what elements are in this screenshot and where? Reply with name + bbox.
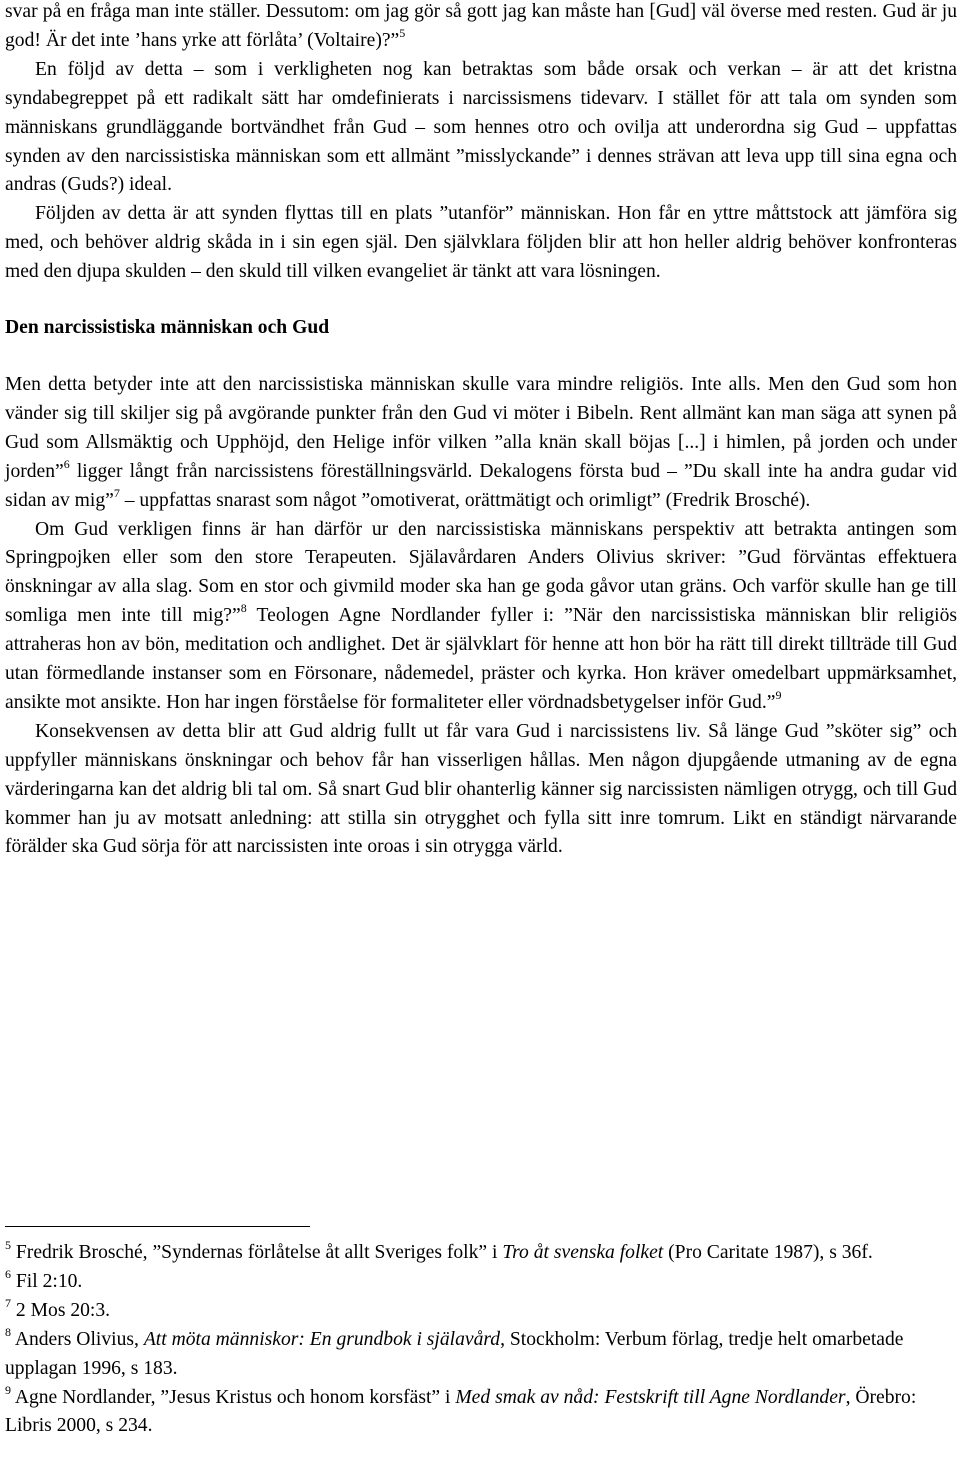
footnote-text: (Pro Caritate 1987), s 36f. [663, 1242, 873, 1263]
footnote-ref-6[interactable]: 6 [63, 456, 70, 471]
footnote-title: Att möta människor: En grundbok i själavård [143, 1328, 501, 1350]
footnote-number: 9 [5, 1382, 11, 1397]
footnote-7 [5, 1297, 957, 1326]
paragraph-text: Teologen Agne Nordlander fyller i: ”När den narcissistiska människan blir religiös attraheras hon av bön, meditation och andlighet. Det är självklart för henne att hon bör ha rätt till direkt tillträde till Gud utan förmedlande instanser som en Försonare, nådemedel, präster och kyrka. Hon kräver omedelbart uppmärksamhet, ansikte mot ansikte. Hon har ingen förståelse för formaliteter eller vördnadsbetygelser inför Gud.” [5, 605, 957, 713]
paragraph-6: Konsekvensen av detta blir att Gud aldrig fullt ut får vara Gud i narcissistens liv. Så länge Gud ”sköter sig” och uppfyller människans önskningar och behov får han visserligen hållas. Men någon djupgående utmaning av de egna värderingarna kan det aldrig bli tal om. Så snart Gud blir ohanterlig känner sig narcissisten nämligen otrygg, och till Gud kommer han ju av motsatt anledning: att stilla sin otrygghet och fylla sitt inre tomrum. Likt en ständigt närvarande förälder ska Gud sörja för att narcissisten inte oroas i sin otrygga värld. [5, 720, 957, 858]
footnote-text: Agne Nordlander, ”Jesus Kristus och honom korsfäst” i [11, 1386, 456, 1408]
paragraph-text: svar på en fråga man inte ställer. Dessutom: om jag gör så gott jag kan måste han [Gud] väl överse med resten. Gud är ju god! Är det inte ’hans yrke att förlåta’ (Voltaire)?” [5, 1, 957, 51]
footnote-number: 7 [5, 1295, 11, 1310]
footnote-title: Tro åt svenska folket [502, 1242, 664, 1263]
footnote-8 [5, 1326, 957, 1384]
footnote-text: 2 Mos 20:3. [11, 1299, 111, 1321]
paragraph-text: Men detta betyder inte att den narcissistiska människan skulle vara mindre religiös. Inte alls. Men den Gud som hon vänder sig till skiljer sig på avgörande punkter från den Gud vi möter i Bibeln. Rent allmänt kan man säga att synen på Gud som Allsmäktig och Upphöjd, den Helige inför vilken ”alla knän skall böjas [...] i himlen, på jorden och under jorden” [5, 373, 957, 482]
footnote-5 [5, 1239, 957, 1268]
footnote-ref-5[interactable]: 5 [399, 25, 406, 40]
footnote-text: Fredrik Brosché, ”Syndernas förlåtelse åt allt Sveriges folk” i [11, 1242, 503, 1263]
footnotes-section [5, 1226, 957, 1441]
paragraph-2: En följd av detta – som i verkligheten nog kan betraktas som både orsak och verkan – är att det kristna syndabegreppet på ett radikalt sätt har omdefinierats i narcissismens tidevarv. I stället för att tala om synden som människans grundläggande bortvändhet från Gud – som hennes otro och ovilja att underordna sig Gud – uppfattas synden av den narcissistiska människan som ett allmänt ”misslyckande” i dennes strävan att leva upp till sina egna och andras (Guds?) ideal. [5, 58, 957, 196]
paragraph-text: – uppfattas snarast som något ”omotiverat, orättmätigt och orimligt” (Fredrik Brosché). [119, 489, 811, 511]
footnote-9 [5, 1384, 957, 1442]
footnote-number: 6 [5, 1266, 11, 1281]
footnote-text: Fil 2:10. [11, 1270, 83, 1292]
footnote-number: 8 [5, 1324, 11, 1339]
paragraph-5 [5, 516, 957, 718]
footnote-text: , Örebro: Libris 2000, s 234. [5, 1386, 917, 1437]
paragraph-4 [5, 371, 957, 516]
footnote-number: 5 [5, 1238, 11, 1252]
section-heading: Den narcissistiska människan och Gud [5, 317, 330, 339]
footnote-text: , Stockholm: Verbum förlag, tredje helt omarbetade upplagan 1996, s 183. [5, 1328, 904, 1379]
paragraph-text: ligger långt från narcissistens föreställningsvärld. Dekalogens första bud – ”Du skall inte ha andra gudar vid sidan av mig” [5, 460, 957, 511]
paragraph-1 [5, 0, 957, 56]
footnote-ref-8[interactable]: 8 [240, 601, 247, 616]
footnote-text: Anders Olivius, [11, 1328, 144, 1350]
footnote-separator [5, 1226, 310, 1227]
footnote-6 [5, 1268, 957, 1297]
footnote-title: Med smak av nåd: Festskrift till Agne Nordlander [455, 1386, 846, 1408]
paragraph-text: Om Gud verkligen finns är han därför ur den narcissistiska människans perspektiv att betrakta antingen som Springpojken eller som den store Terapeuten. Själavårdaren Anders Olivius skriver: ”Gud förväntas effektuera önskningar av alla slag. Som en stor och givmild moder ska han ge goda gåvor utan gräns. Och varför skulle han ge till somliga men inte till mig?” [5, 518, 957, 627]
document-body [5, 0, 957, 862]
paragraph-3: Följden av detta är att synden flyttas till en plats ”utanför” människan. Hon får en yttre måttstock att jämföra sig med, och behöver aldrig skåda in i sin egen själ. Den självklara följden blir att hon heller aldrig behöver konfronteras med den djupa skulden – den skuld till vilken evangeliet är tänkt att vara lösningen. [5, 203, 957, 283]
footnote-ref-9[interactable]: 9 [775, 687, 782, 702]
footnote-ref-7[interactable]: 7 [113, 485, 120, 500]
